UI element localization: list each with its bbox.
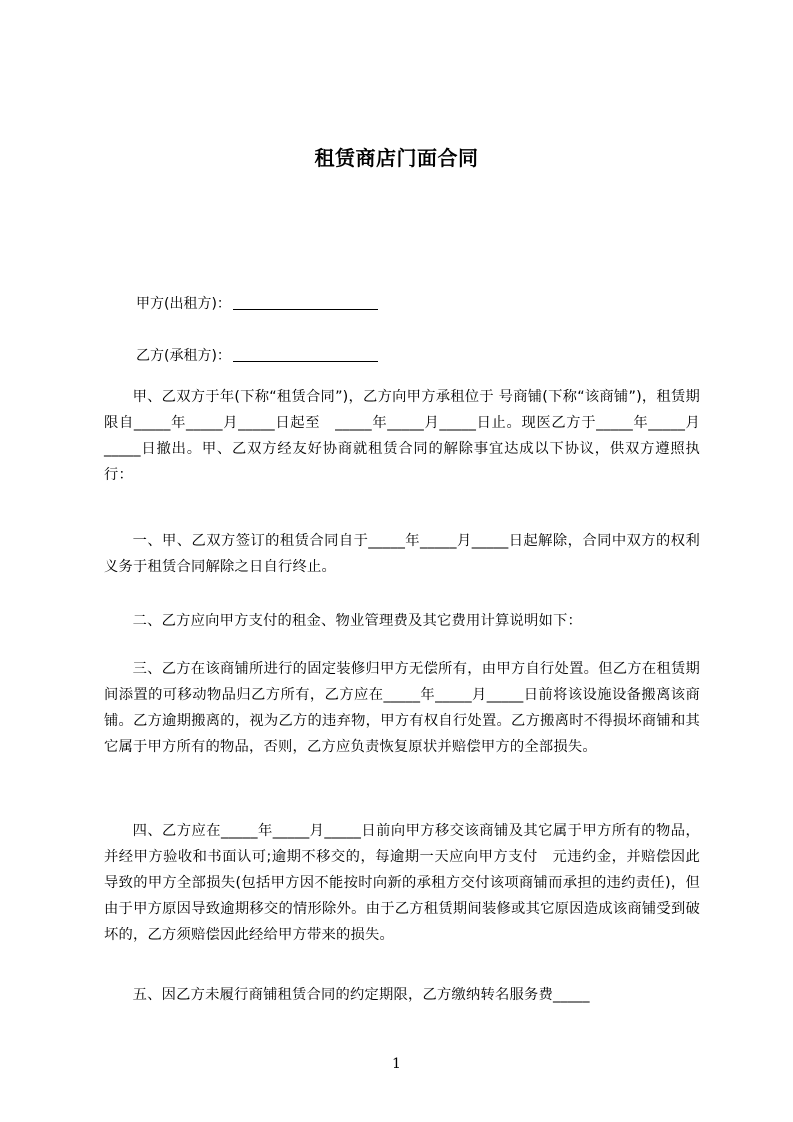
page-number: 1	[392, 1056, 401, 1072]
party-a-blank	[233, 295, 378, 310]
party-b-label: 乙方(承租方)：	[136, 348, 231, 364]
paragraph-clause-4: 四、乙方应在_____年_____月_____日前向甲方移交该商铺及其它属于甲方所有的物品，并经甲方验收和书面认可;逾期不移交的，每逾期一天应向甲方支付 元违约金，并赔偿因此导致的甲方全部损失(包括甲方因不能按时向新的承租方交付该项商铺而承担的违约责任)，但由于甲方原因导致逾期移交的情形除外。由于乙方租赁期间装修或其它原因造成该商铺受到破坏的，乙方须赔偿因此经给甲方带来的损失。	[104, 823, 700, 943]
paragraph-preamble: 甲、乙双方于年(下称“租赁合同”)，乙方向甲方承租位于 号商铺(下称“该商铺”)，租赁期限自_____年_____月_____日起至 _____年_____月_____日止。现医乙方于_____年_____月_____日撤出。甲、乙双方经友好协商就租赁合同的解除事宜达成以下协议，供双方遵照执行：	[104, 389, 700, 483]
paragraph-clause-3: 三、乙方在该商铺所进行的固定装修归甲方无偿所有，由甲方自行处置。但乙方在租赁期间添置的可移动物品归乙方所有，乙方应在_____年_____月_____日前将该设施设备搬离该商铺。乙方逾期搬离的，视为乙方的违弃物，甲方有权自行处置。乙方搬离时不得损坏商铺和其它属于甲方所有的物品，否则，乙方应负责恢复原状并赔偿甲方的全部损失。	[104, 661, 700, 755]
party-a-line	[136, 293, 378, 313]
party-b-line	[136, 345, 378, 365]
page-title: 租赁商店门面合同	[314, 146, 479, 170]
party-a-label: 甲方(出租方)：	[136, 296, 231, 312]
party-b-blank	[233, 347, 378, 362]
paragraph-clause-2: 二、乙方应向甲方支付的租金、物业管理费及其它费用计算说明如下：	[132, 613, 582, 629]
paragraph-clause-1: 一、甲、乙双方签订的租赁合同自于_____年_____月_____日起解除，合同中双方的权利义务于租赁合同解除之日自行终止。	[104, 533, 700, 575]
paragraph-clause-5: 五、因乙方未履行商铺租赁合同的约定期限，乙方缴纳转名服务费_____	[132, 987, 590, 1003]
